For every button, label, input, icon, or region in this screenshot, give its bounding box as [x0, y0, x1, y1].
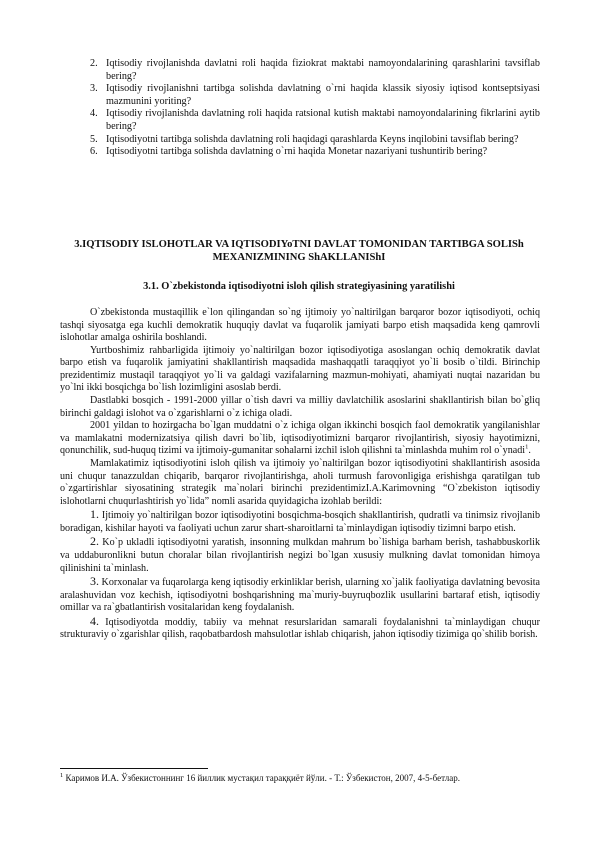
question-number: 6. — [90, 146, 98, 158]
question-text: Iqtisodiy rivojlanishda davlatni roli haqida fiziokrat maktabi namoyondalarining qarashlarini tavsiflab bering? — [106, 58, 540, 82]
question-item — [90, 83, 540, 108]
chapter-title: 3.IQTISODIY ISLOHOTLAR VA IQTISODIYoTNI DAVLAT TOMONIDAN TARTIBGA SOLISh MEXANIZMINING ShAKLLANIShI — [74, 239, 524, 263]
section-title: 3.1. O`zbekistonda iqtisodiyotni isloh qilish strategiyasining yaratilishi — [143, 281, 455, 292]
paragraph: Yurtboshimiz rahbarligida ijtimoiy yo`naltirilgan bozor iqtisodiyotiga asoslangan ochiq demokratik davlat barpo etish va fuqarolik jamiyatini shakllantirish maqsadida mashaqqatli taraqqiyot yo`li bosib o`tildi. Birinchip prezidentimiz mustaqil taraqqiyot yo`li va galdagi vazifalarning mazmun-mohiyati, ahamiyati nuqtai nazaridan bu yo`lni ikki bosqichga bo`lish lozimligini asoslab berdi. — [60, 344, 540, 394]
paragraph: Dastlabki bosqich - 1991-2000 yillar o`tish davri va milliy davlatchilik asoslarini shakllantirish bilan bo`gliq birinchi galdagi islohot va o`zgarishlarni o`z ichiga oladi. — [60, 395, 540, 419]
item-text: Ko`p ukladli iqtisodiyotni yaratish, insonning mulkdan mahrum bo`lishiga barham berish, tashabbuskorlik va uddaburonlikni butun choralar bilan rivojlantirish negizi bo`lgan xususiy mulkning davlat tomonidan himoya qilinishini ta`minlash. — [60, 537, 540, 574]
body-text — [60, 307, 540, 642]
paragraph: O`zbekistonda mustaqillik e`lon qilingandan so`ng ijtimoiy yo`naltirilgan barqaror bozor iqtisodiyoti, ochiq tashqi siyosatga ega kuchli demokratik huquqiy davlat va fuqarolik jamiyati barpo etish maqsadida keng qamrovli islohotlar amalga oshirila boshlandi. — [60, 307, 540, 344]
numbered-paragraph — [60, 508, 540, 535]
item-number: 2. — [90, 534, 99, 549]
question-number: 2. — [90, 58, 98, 69]
paragraph-end: . — [528, 445, 531, 457]
question-item — [90, 108, 540, 133]
numbered-paragraph — [60, 615, 540, 642]
item-text: Iqtisodiyotda moddiy, tabiiy va mehnat resurslaridan samarali foydalanishni ta`minlaydigan chuqur strukturaviy o`zgarishlar qilish, raqobatbardosh mahsulotlar ishlab chiqarish, jahon iqtisodiy tizimiga qo`shilib borish. — [60, 616, 540, 641]
footnote-reference[interactable]: 1 — [525, 444, 529, 451]
footnote-text: Каримов И.А. Ўзбекистоннинг 16 йиллик мустақил тараққиёт йўли. - Т.: Ўзбекистон, 2007, 4-5-бетлар. — [63, 773, 461, 783]
footnote-mark: 1 — [60, 772, 64, 779]
question-number: 5. — [90, 133, 98, 145]
question-text: Iqtisodiyotni tartibga solishda davlatning o`rni haqida Monetar nazariyani tushuntirib bering? — [106, 146, 488, 158]
question-number: 4. — [90, 108, 98, 120]
numbered-paragraph — [60, 535, 540, 575]
question-item — [90, 58, 540, 83]
item-number: 1. — [90, 507, 99, 522]
item-text: Ijtimoiy yo`naltirilgan bozor iqtisodiyotini bosqichma-bosqich shakllantirish, qudratli va tinimsiz rivojlanib boradigan, kishilar hayoti va faoliyati uchun zarur shart-sharoitlarni ta`minlaydigan iqtisodiy tizimni barpo etish. — [60, 510, 540, 534]
question-item — [90, 146, 540, 159]
numbered-paragraph — [60, 575, 540, 615]
question-text: Iqtisodiy rivojlanishni tartibga solishda davlatning o`rni haqida klassik siyosiy iqtisod kontseptsiyasi mazmunini yoriting? — [106, 83, 540, 107]
question-text: Iqtisodiyotni tartibga solishda davlatning roli haqidagi qarashlarda Keyns inqilobini tavsiflab bering? — [106, 133, 519, 145]
review-questions-list — [90, 58, 540, 159]
question-text: Iqtisodiy rivojlanishda davlatning roli haqida ratsional kutish maktabi namoyondalarining fikrlarini aytib bering? — [106, 108, 540, 132]
paragraph-text: 2001 yildan to hozirgacha bo`lgan muddatni o`z ichiga olgan ikkinchi bosqich faol demokratik yangilanishlar va mamlakatni modernizatsiya qilish davri bo`lib, iqtisodiyotimizni barqaror rivojlantirish, siyosiy hayotimizni, qonunchilik, sud-huquq tizimi va ijtimoiy-gumanitar sohalarni izchil isloh qilishni ta`minlashda muhim rol o`ynadi — [60, 420, 540, 457]
question-number: 3. — [90, 83, 98, 95]
question-item — [90, 134, 540, 147]
paragraph — [60, 420, 540, 458]
item-number: 3. — [90, 574, 99, 589]
footnote-separator — [60, 768, 208, 769]
paragraph: Mamlakatimiz iqtisodiyotini isloh qilish va ijtimoiy yo`naltirilgan bozor iqtisodiyotini shakllantirish asosida uni chuqur tanazzuldan chiqarib, barqaror rivojlantirishga, aholi turmush farovonligiga erishishga qaratilgan tub o`zgartirishlar siyosatining strategik ma`nolari birinchi prezidentimizI.A.Karimovning “O`zbekiston iqtisodiy islohotlarni chuqurlashtirish yo`lida” nomli asarida quyidagicha izohlab berildi: — [60, 457, 540, 507]
item-number: 4. — [90, 613, 99, 628]
footnote — [60, 773, 540, 784]
item-text: Korxonalar va fuqarolarga keng iqtisodiy erkinliklar berish, ularning xo`jalik faoliyatiga davlatning bevosita aralashuvidan voz kechish, iqtisodiyotni boshqarishning ma`muriy-buyruqbozlik usullarini bartaraf etish, iqtisodiy omillar va ra`gbatlantirish vositalaridan keng foydalanish. — [60, 577, 540, 614]
